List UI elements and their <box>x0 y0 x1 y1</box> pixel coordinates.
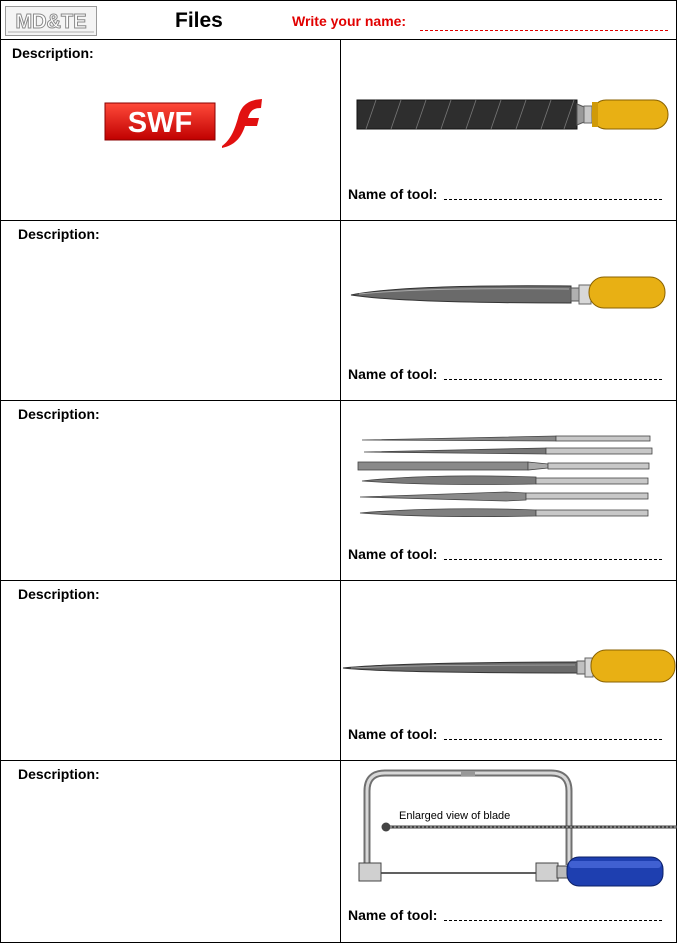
flash-placeholder <box>104 98 266 150</box>
flat-file-image <box>356 95 672 135</box>
coping-saw-image <box>355 769 677 893</box>
tool-row-1 <box>0 40 677 221</box>
mdte-logo <box>5 6 97 36</box>
tool-row-5 <box>0 761 677 943</box>
half-round-file-image <box>349 275 667 311</box>
description-label: Description: <box>18 766 100 782</box>
round-file-image <box>341 647 677 685</box>
name-prompt: Write your name: <box>292 13 407 29</box>
tool-name-answer-line[interactable] <box>444 379 662 380</box>
tool-name-label: Name of tool: <box>348 546 438 562</box>
swf-badge-text: SWF <box>127 107 193 139</box>
blade-caption: Enlarged view of blade <box>399 810 511 822</box>
tool-name-label: Name of tool: <box>348 186 438 202</box>
tool-row-3 <box>0 401 677 581</box>
tool-name-label: Name of tool: <box>348 907 438 923</box>
needle-files-image <box>356 431 656 523</box>
name-entry-line[interactable] <box>420 30 668 31</box>
tool-row-2 <box>0 221 677 401</box>
tool-name-label: Name of tool: <box>348 366 438 382</box>
logo-text: MD&TE <box>15 11 87 33</box>
tool-name-answer-line[interactable] <box>444 739 662 740</box>
tool-row-4 <box>0 581 677 761</box>
description-label: Description: <box>18 226 100 242</box>
tool-name-answer-line[interactable] <box>444 920 662 921</box>
tool-name-label: Name of tool: <box>348 726 438 742</box>
tool-name-answer-line[interactable] <box>444 199 662 200</box>
page-title: Files <box>175 9 223 32</box>
description-label: Description: <box>18 586 100 602</box>
description-label: Description: <box>18 406 100 422</box>
flash-logo-icon <box>222 99 262 148</box>
description-label: Description: <box>12 45 94 61</box>
tool-name-answer-line[interactable] <box>444 559 662 560</box>
header <box>0 0 677 40</box>
